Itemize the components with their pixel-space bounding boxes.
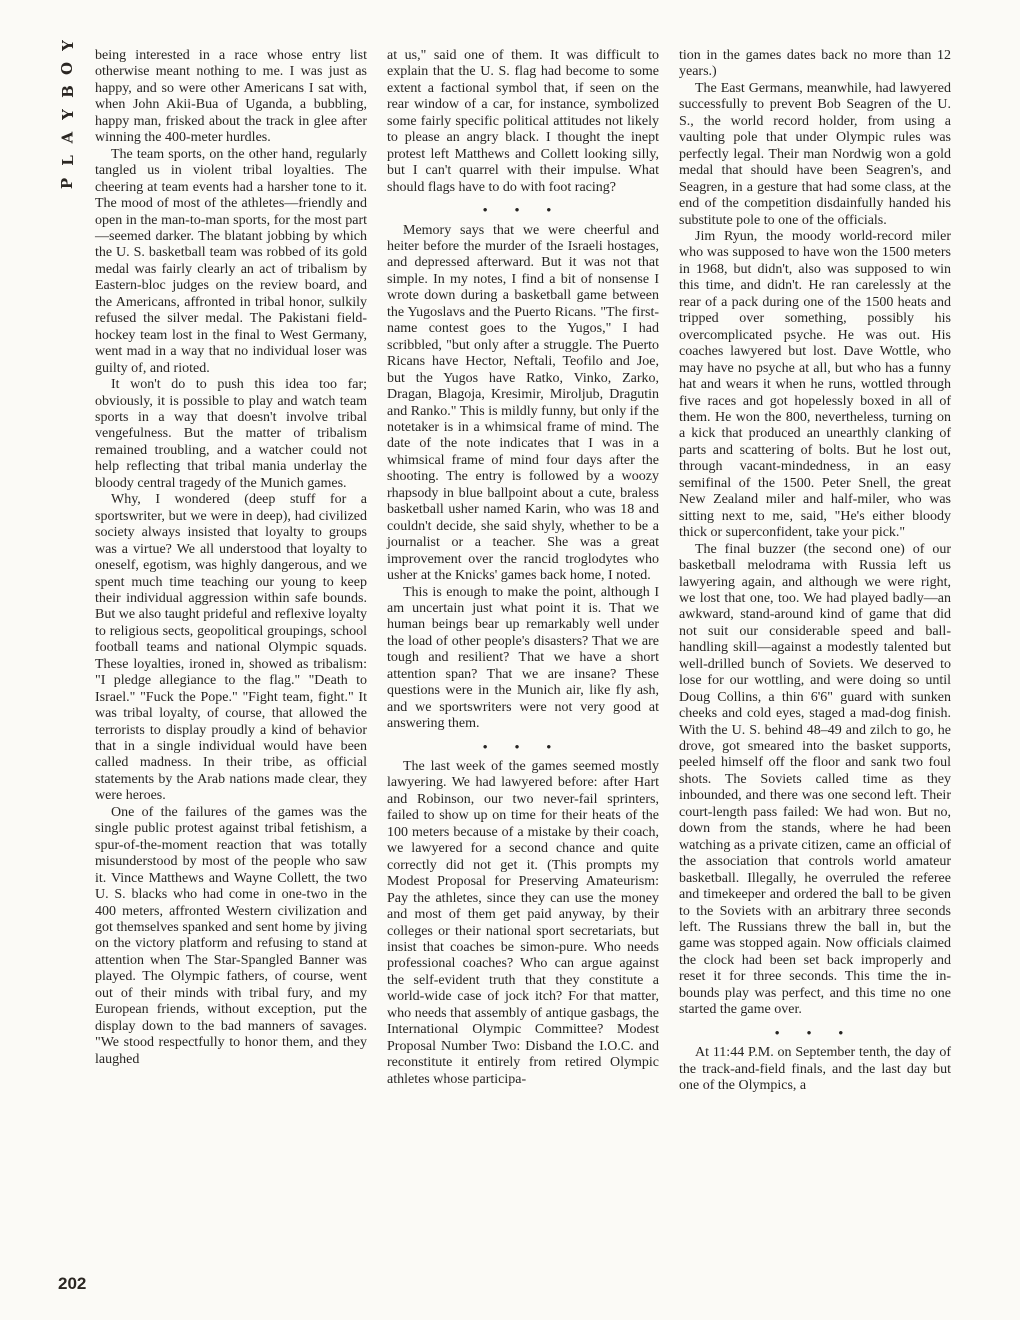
logo-letter: A: [58, 131, 77, 144]
section-separator: • • •: [482, 202, 564, 218]
logo-letter: Y: [58, 40, 77, 51]
logo-letter: O: [58, 61, 77, 76]
text-column-3: [679, 48, 951, 1095]
page-number: 202: [58, 1274, 87, 1293]
paragraph: The last week of the games seemed mostly lawyering. We had lawyered before: after Hart and Robinson, our two never-fail sprinters, failed to show up on time for their heats of the 100 meters because of a mistake by their coach, we lawyered for a second chance and quite correctly did not get it. (This prompts my Modest Proposal for Preserving Amateurism: Pay the athletes, since they can use the money and most of them get paid anyway, by their colleges or their national sport secretariats, but insist that coaches be simon-pure. Who needs professional coaches? Who can argue against the self-evident truth that they constitute a world-wide case of jock itch? For that matter, who needs that assembly of antique gasbags, the International Olympic Committee? Modest Proposal Number Two: Disband the I.O.C. and reconstitute it entirely from retired Olympic athletes whose participa-: [387, 759, 659, 1087]
paragraph: The East Germans, meanwhile, had lawyered successfully to prevent Bob Seagren of the U. S., the world record holder, from using a vaulting pole that under Olympic rules was perfectly legal. Their man Nordwig won a gold medal that should have been Seagren's, and Seagren, in a gesture that had some class, at the end of the competition disdainfully handed his substitute pole to one of the officials.: [679, 80, 951, 228]
paragraph: This is enough to make the point, although I am uncertain just what point it is. That we human beings bear up remarkably well under the load of other people's disasters? That we are tough and resilient? That we have a short attention span? That we are insane? These questions were in the Munich air, like fly ash, and we sportswriters were not very good at answering them.: [387, 584, 659, 732]
paragraph: The team sports, on the other hand, regularly tangled us in violent tribal loyalties. The cheering at team events had a harsher tone to it. The mood of most of the athletes—friendly and open in the man-to-man sports, for the most part—seemed darker. The blatant jobbing by which the U. S. basketball team was robbed of its gold medal was fairly clearly an act of tribalism by Eastern-bloc judges on the review board, and the Americans, affronted in tribal honor, sulkily refused the silver medal. The Pakistani field-hockey team lost in the final to West Germany, went mad in a way that no individual loser was guilty of, and rioted.: [95, 146, 367, 376]
section-separator: • • •: [774, 1024, 856, 1040]
paragraph: at us," said one of them. It was difficult to explain that the U. S. flag had become to some extent a factional symbol that, if seen on the rear window of a car, for instance, symbolized some fairly specific political attitudes not likely to please an angry black. I thought the inept protest left Matthews and Collett looking silly, but I can't quarrel with their impulse. What should flags have to do with foot racing?: [387, 48, 659, 195]
logo-letter: P: [58, 177, 77, 190]
section-separator: • • •: [482, 738, 564, 754]
text-column-2: [387, 48, 659, 1088]
paragraph: Memory says that we were cheerful and heiter before the murder of the Israeli hostages, and depressed afterward. But it was not that simple. In my notes, I find a bit of nonsense I wrote down during a basketball game between the Yugoslavs and the Puerto Ricans. "The first-name contest goes to the Yugos," I had scribbled, "but only after a struggle. The Puerto Ricans have Hector, Neftali, Teofilo and Joe, but the Yugos have Ratko, Vinko, Zarko, Dragan, Blagoja, Kresimir, Miroljub, Dragutin and Ranko." This is mildly funny, but only if the notetaker is in a whimsical frame of mind. The date of the note indicates that I was in a whimsical frame of mind four days after the shooting. The entry is followed by a woozy rhapsody in blue ballpoint about a cute, braless basketball usher named Karin, who was 18 and couldn't decide, she said shyly, whether to be a journalist or a teacher. She was a great improvement over the rancid troglodytes who usher at the Knicks' games back home, I noted.: [387, 222, 659, 584]
paragraph: One of the failures of the games was the single public protest against tribal fetishism, a spur-of-the-moment reaction that was totally misunderstood by most of the people who saw it. Vince Matthews and Wayne Collett, the two U. S. blacks who had come in one-two in the 400 meters, affronted Western civilization and got themselves spanked and sent home by jiving on the victory platform and refusing to stand at attention when The Star-Spangled Banner was played. The Olympic fathers, of course, went out of their minds with tribal fury, and my European friends, without exception, put the display down to the bad manners of savages. "We stood respectfully to honor them, and they laughed: [95, 804, 367, 1067]
logo-letter: B: [58, 85, 77, 98]
paragraph: At 11:44 P.M. on September tenth, the day of the track-and-field finals, and the last day but one of the Olympics, a: [679, 1045, 951, 1094]
paragraph: Why, I wondered (deep stuff for a sportswriter, but we were in deep), had civilized society always insisted that loyalty to groups was a virtue? We all understood that loyalty to oneself, egotism, was highly dangerous, and we spent much time teaching our young to keep their individual aggression within safe bounds. But we also taught prideful and reflexive loyalty to religious sects, geopolitical groupings, school football teams and national Olympic squads. These loyalties, ironed in, showed as tribalism: "I pledge allegiance to the flag." "Death to Israel." "Fuck the Pope." "Fight team, fight." It was tribal loyalty, of course, that allowed the terrorists to display proudly a kind of behavior that in a single individual would have been called madness. In their tribe, as official statements by the Arab nations made clear, they were heroes.: [95, 492, 367, 804]
paragraph: being interested in a race whose entry list otherwise meant nothing to me. I was just as happy, and so were other Americans I sat with, when John Akii-Bua of Uganda, a bubbling, happy man, frisked about the track in glee after winning the 400-meter hurdles.: [95, 48, 367, 146]
logo-letter: L: [58, 155, 77, 166]
paragraph: It won't do to push this idea too far; obviously, it is possible to play and watch team sports in a way that doesn't involve tribal vengefulness. But the matter of tribalism remained troubling, and a watcher could not help reflecting that tribal mania underlay the bloody central tragedy of the Munich games.: [95, 377, 367, 491]
paragraph: tion in the games dates back no more than 12 years.): [679, 48, 951, 80]
paragraph: Jim Ryun, the moody world-record miler who was supposed to have won the 1500 meters in 1968, but didn't, also was supposed to win this time, and didn't. He ran carelessly at the rear of a pack during one of the 1500 heats and tripped over something, possibly his overcomplicated psyche. He was out. His coaches lawyered but lost. Dave Wottle, who may have no psyche at all, but who has a funny hat and wears it when he runs, wottled through five races and got hopelessly boxed in all of them. He won the 800, nevertheless, turning on a kick that produced an unearthly clanking of parts and scattering of bolts. But he lost out, through vacant-mindedness, in an easy semifinal of the 1500. Peter Snell, the great New Zealand miler and half-miler, who was sitting next to me, said, "He's either bloody thick or superconfident, take your pick.": [679, 228, 951, 541]
magazine-sidebar-logo: [56, 34, 80, 195]
text-column-1: [95, 48, 367, 1068]
logo-letter: Y: [58, 109, 77, 120]
paragraph: The final buzzer (the second one) of our basketball melodrama with Russia left us lawyering again, and although we were right, we lost that one, too. We had played badly—an awkward, stand-around kind of game that did not suit our considerable speed and ball-handling skill—against a modestly talented but well-drilled bunch of Soviets. We deserved to lose for our wottling, and were doing so until Doug Collins, a thin 6'6" guard with sunken cheeks and cold eyes, staged a mad-dog finish. With the U. S. behind 48–49 and zilch to go, he drove, got smeared into the basket supports, peeled himself off the floor and sank two foul shots. The Soviets called time as they inbounded, and there was one second left. Their court-length pass failed: We had won. But no, down from the stands, where he had been watching as a private citizen, came an official of the association that controls world amateur basketball. Illegally, he overruled the referee and timekeeper and ordered the ball to be given to the Soviets with an arbitrary three seconds left. The Russians threw the ball in, but the game was stopped again. Now officials claimed the clock had been set back improperly and reset it for three seconds. This time the in-bounds play was perfect, and this time no one started the game over.: [679, 541, 951, 1018]
